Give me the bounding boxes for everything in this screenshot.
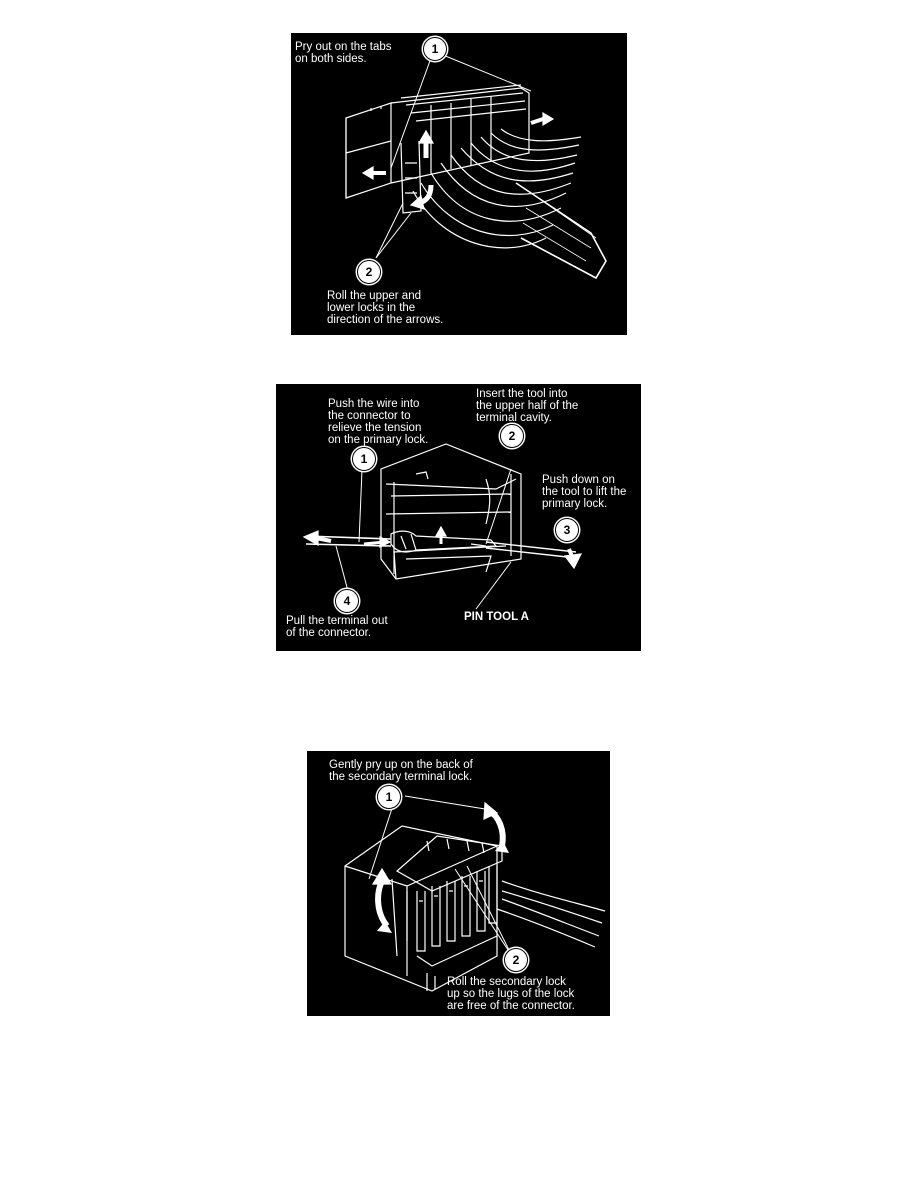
figure-2-callout-3: 3 [555, 518, 579, 542]
figure-3-callout-2: 2 [504, 948, 528, 972]
figure-2-label-3: Push down on the tool to lift the primary lock. [542, 474, 627, 510]
figure-2-pin-tool-label: PIN TOOL A [464, 611, 529, 623]
figure-1-label-2: Roll the upper and lower locks in the direction of the arrows. [327, 290, 444, 326]
figure-3-label-1: Gently pry up on the back of the secondary terminal lock. [329, 759, 473, 783]
figure-2-callout-4: 4 [335, 589, 359, 613]
figure-2-label-1: Push the wire into the connector to relieve the tension on the primary lock. [328, 398, 429, 446]
figure-2-callout-2: 2 [500, 424, 524, 448]
figure-3-label-2: Roll the secondary lock up so the lugs of the lock are free of the connector. [447, 976, 575, 1012]
figure-1-callout-2: 2 [357, 260, 381, 284]
figure-3-panel [307, 751, 610, 1016]
figure-2-callout-1: 1 [352, 447, 376, 471]
figure-1-callout-1: 1 [423, 37, 447, 61]
figure-3-callout-1: 1 [377, 785, 401, 809]
figure-1-label-1: Pry out on the tabs on both sides. [295, 41, 392, 65]
figure-2-panel [276, 384, 641, 651]
figure-1-panel [291, 33, 627, 335]
figure-2-label-2: Insert the tool into the upper half of the terminal cavity. [476, 388, 579, 424]
figure-2-label-4: Pull the terminal out of the connector. [286, 615, 388, 639]
